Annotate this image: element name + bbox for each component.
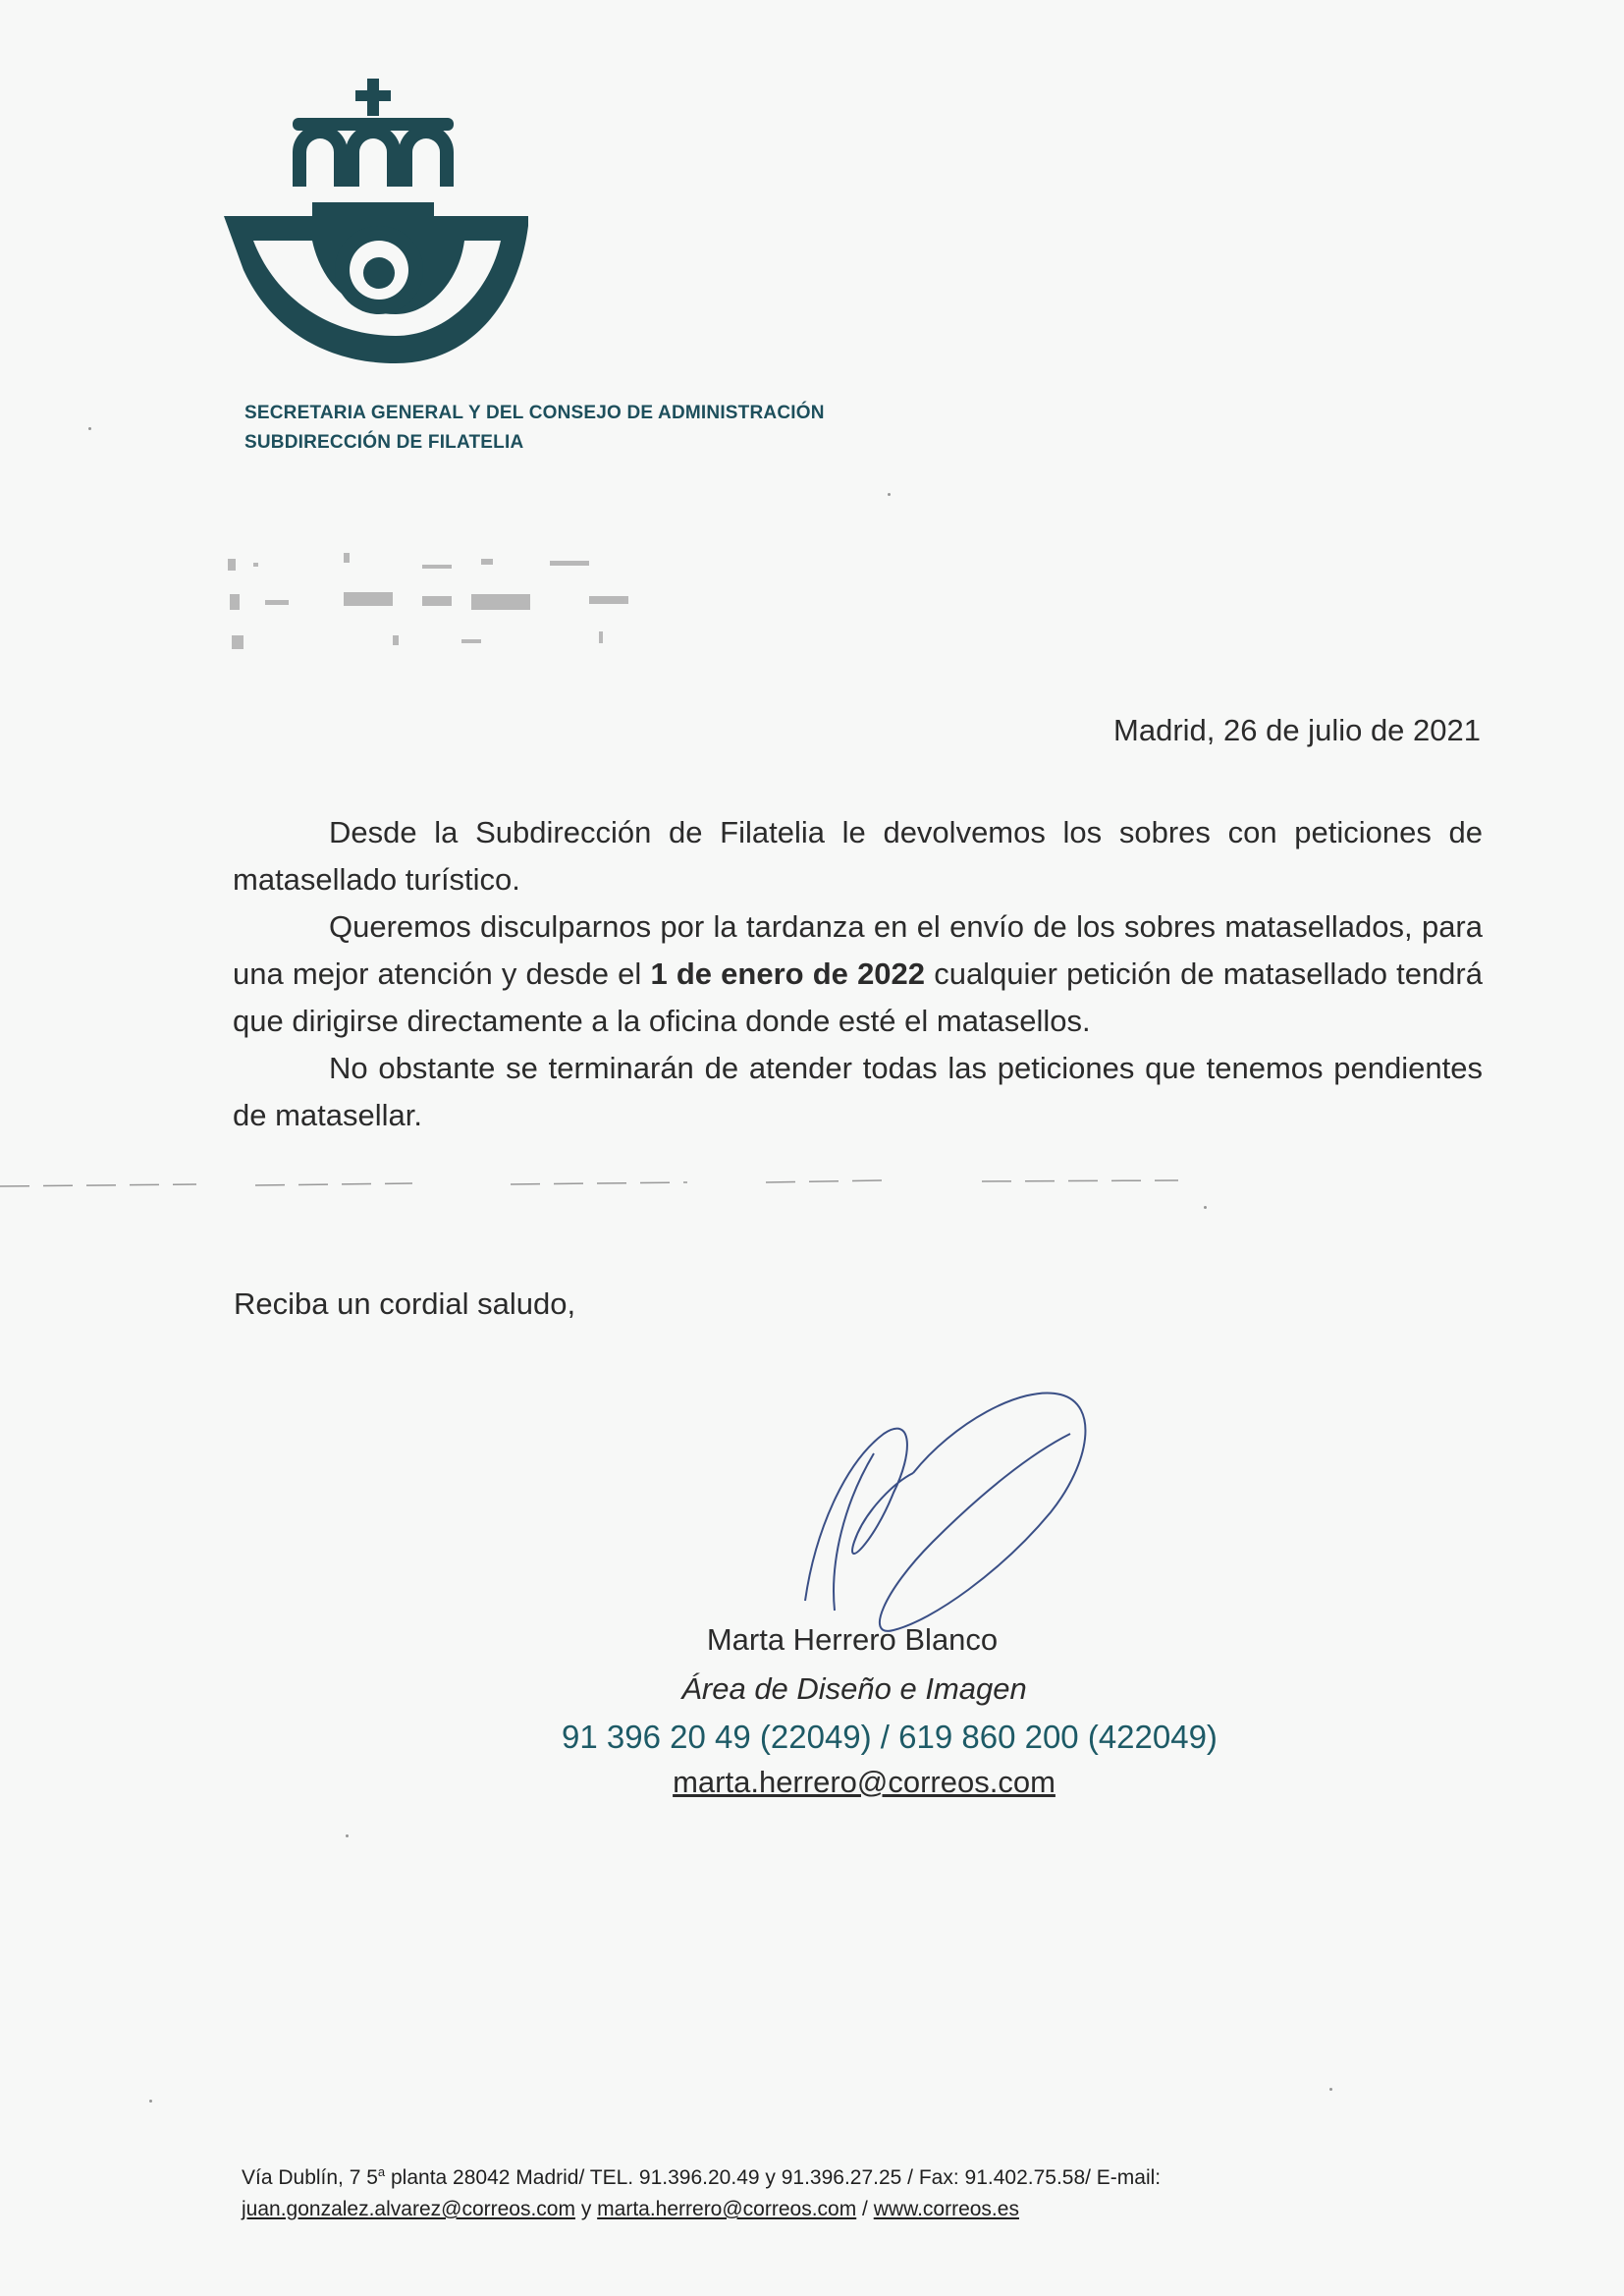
footer-address-prefix: Vía Dublín, 7 5 bbox=[242, 2166, 378, 2189]
signer-department: Área de Diseño e Imagen bbox=[681, 1671, 1027, 1706]
letter-date: Madrid, 26 de julio de 2021 bbox=[1113, 713, 1481, 747]
footer-separator: / bbox=[856, 2198, 874, 2220]
footer-connector: y bbox=[574, 2198, 598, 2220]
paragraph-3 bbox=[233, 1045, 1483, 1139]
scan-speck bbox=[149, 2100, 152, 2103]
scan-speck bbox=[1329, 2088, 1332, 2091]
footer-address bbox=[242, 2164, 1420, 2190]
footer-address-rest: planta 28042 Madrid/ TEL. 91.396.20.49 y 91.396.27.25 / Fax: 91.402.75.58/ E-mail: bbox=[385, 2166, 1162, 2189]
scan-speck bbox=[88, 427, 91, 430]
correos-logo-icon bbox=[224, 79, 528, 373]
footer-email-2-link[interactable]: marta.herrero@correos.com bbox=[597, 2198, 857, 2220]
paragraph-1-text: Desde la Subdirección de Filatelia le devolvemos los sobres con peticiones de matasellado turístico. bbox=[233, 815, 1483, 897]
fold-crease bbox=[0, 1169, 1624, 1198]
signer-phone: 91 396 20 49 (22049) / 619 860 200 (422049) bbox=[562, 1719, 1218, 1755]
footer-contacts bbox=[242, 2198, 1420, 2221]
department-line-2: SUBDIRECCIÓN DE FILATELIA bbox=[244, 432, 524, 453]
department-line-1: SECRETARIA GENERAL Y DEL CONSEJO DE ADMINISTRACIÓN bbox=[244, 403, 825, 423]
scan-speck bbox=[346, 1834, 349, 1837]
redacted-address bbox=[226, 545, 776, 663]
signer-name: Marta Herrero Blanco bbox=[706, 1622, 999, 1657]
footer-email-1-link[interactable]: juan.gonzalez.alvarez@correos.com bbox=[242, 2198, 575, 2220]
scan-speck bbox=[888, 493, 891, 496]
paragraph-2 bbox=[233, 903, 1483, 1045]
paragraph-2-text-after: cualquier petición de matasellado tendrá que dirigirse directamente a la oficina donde esté el matasellos. bbox=[233, 957, 1483, 1038]
scan-speck bbox=[1204, 1206, 1207, 1209]
footer-website-link[interactable]: www.correos.es bbox=[873, 2198, 1019, 2220]
footer-address-sup: a bbox=[377, 2164, 386, 2179]
paragraph-2-date-bold: 1 de enero de 2022 bbox=[650, 957, 926, 991]
greeting: Reciba un cordial saludo, bbox=[234, 1286, 576, 1321]
handwritten-signature bbox=[776, 1365, 1110, 1660]
paragraph-3-text: No obstante se terminarán de atender todas las peticiones que tenemos pendientes de matasellar. bbox=[233, 1051, 1483, 1132]
signer-email-link[interactable]: marta.herrero@correos.com bbox=[673, 1765, 1056, 1799]
paragraph-2-text-before: Queremos disculparnos por la tardanza en el envío de los sobres matasellados, para una mejor atención y desde el bbox=[233, 909, 1483, 991]
paragraph-1 bbox=[233, 809, 1483, 903]
